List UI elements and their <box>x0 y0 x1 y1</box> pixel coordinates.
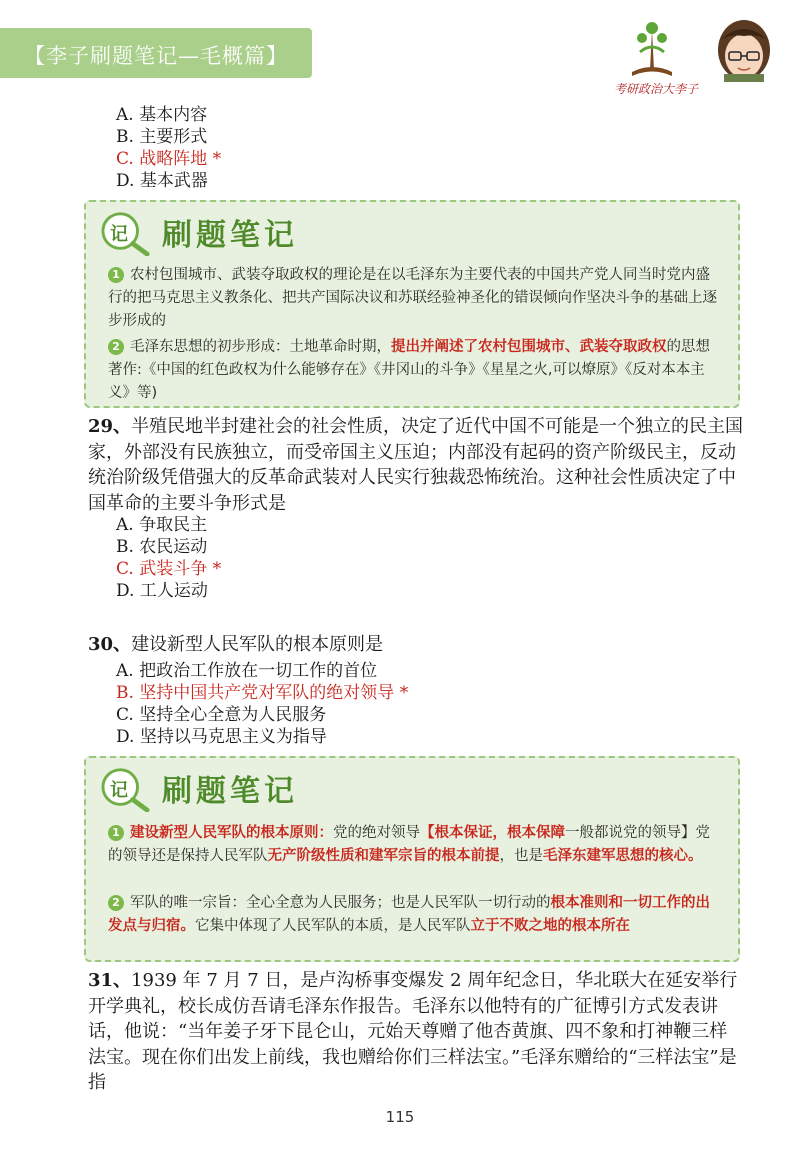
q28-option-a: A. 基本内容 <box>116 105 208 125</box>
q28-option-c-answer: C. 战略阵地 * <box>116 149 222 169</box>
question-text: 建设新型人民军队的根本原则是 <box>131 634 384 655</box>
number-1-icon: 1 <box>108 267 124 283</box>
note1-item-2: 2 毛泽东思想的初步形成：土地革命时期，提出并阐述了农村包围城市、武装夺取政权的思想著作:《中国的红色政权为什么能够存在》《井冈山的斗争》《星星之火,可以燎原》《反对本本主义》等) <box>108 339 710 401</box>
note-badge: 记 <box>110 224 128 245</box>
q29-options <box>116 514 221 602</box>
number-1-icon: 1 <box>108 825 124 841</box>
question-text: 半殖民地半封建社会的社会性质，决定了近代中国不可能是一个独立的民主国家，外部没有民族独立，而受帝国主义压迫；内部没有起码的资产阶级民主，反动统治阶级凭借强大的反革命武装对人民实行独裁恐怖统治。这种社会性质决定了中国革命的主要斗争形式是 <box>88 416 744 514</box>
note1-item-1: 1 农村包围城市、武装夺取政权的理论是在以毛泽东为主要代表的中国共产党人同当时党内盛行的把马克思主义教条化、把共产国际决议和苏联经验神圣化的错误倾向作坚决斗争的基础上逐步形成的 <box>108 267 717 329</box>
q29-option-a: A. 争取民主 <box>116 515 208 535</box>
q30-option-d: D. 坚持以马克思主义为指导 <box>116 727 327 747</box>
question-number: 30、 <box>88 634 132 655</box>
q30-option-a: A. 把政治工作放在一切工作的首位 <box>116 661 378 681</box>
question-29 <box>88 414 744 516</box>
q28-option-d: D. 基本武器 <box>116 171 208 191</box>
logo-caption: 考研政治大李子 <box>614 82 699 96</box>
question-30 <box>88 632 744 658</box>
tree-book-logo-icon <box>612 12 782 82</box>
header-title: 【李子刷题笔记—毛概篇】 <box>24 44 288 68</box>
q29-option-b: B. 农民运动 <box>116 537 208 557</box>
q28-options <box>116 104 221 192</box>
q30-options <box>116 660 408 748</box>
q29-option-c-answer: C. 武装斗争 * <box>116 559 222 579</box>
question-text: 1939 年 7 月 7 日，是卢沟桥事变爆发 2 周年纪念日，华北联大在延安举行开学典礼，校长成仿吾请毛泽东作报告。毛泽东以他特有的广征博引方式发表讲话，他说：“当年姜子牙下昆仑山，元始天尊赠了他杏黄旗、四不象和打神鞭三样法宝。现在你们出发上前线，我也赠给你们三样法宝。”毛泽东赠给的“三样法宝”是指 <box>88 970 738 1093</box>
question-31 <box>88 968 744 1096</box>
q29-option-d: D. 工人运动 <box>116 581 208 601</box>
note-title: 刷题笔记 <box>162 774 298 809</box>
number-2-icon: 2 <box>108 339 124 355</box>
brand-logo <box>612 12 782 100</box>
question-number: 29、 <box>88 416 132 437</box>
note-title: 刷题笔记 <box>162 218 298 253</box>
page-number: 115 <box>385 1108 415 1126</box>
note2-item-1: 1 建设新型人民军队的根本原则：党的绝对领导【根本保证，根本保障一般都说党的领导】党的领导还是保持人民军队无产阶级性质和建军宗旨的根本前提，也是毛泽东建军思想的核心。 <box>108 825 710 864</box>
q28-option-b: B. 主要形式 <box>116 127 208 147</box>
avatar-icon <box>718 20 770 82</box>
study-note-1 <box>84 200 740 408</box>
note-badge: 记 <box>110 780 128 801</box>
note2-item-2: 2 军队的唯一宗旨：全心全意为人民服务；也是人民军队一切行动的根本准则和一切工作的出发点与归宿。它集中体现了人民军队的本质，是人民军队立于不败之地的根本所在 <box>108 895 710 934</box>
study-note-2 <box>84 756 740 962</box>
q30-option-c: C. 坚持全心全意为人民服务 <box>116 705 327 725</box>
number-2-icon: 2 <box>108 895 124 911</box>
question-number: 31、 <box>88 970 132 991</box>
q30-option-b-answer: B. 坚持中国共产党对军队的绝对领导 * <box>116 683 409 703</box>
